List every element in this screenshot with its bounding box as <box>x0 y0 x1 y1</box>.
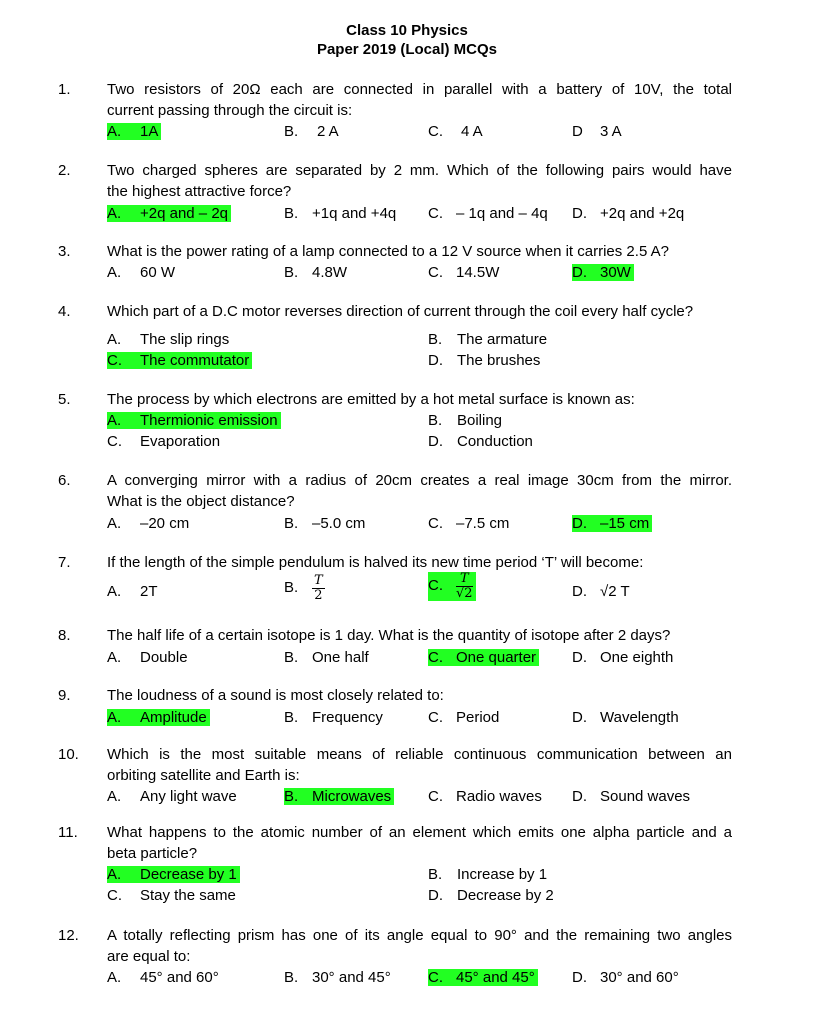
question-number: 5. <box>58 391 71 408</box>
option-a[interactable]: A. Decrease by 1 <box>107 866 240 883</box>
option-c[interactable]: C. –7.5 cm <box>428 515 510 532</box>
option-b[interactable]: B. Frequency <box>284 709 383 726</box>
option-c[interactable]: C. $\frac{T}{√2}$ <box>428 572 476 601</box>
page-subtitle: Paper 2019 (Local) MCQs <box>316 41 498 58</box>
question-text: What is the power rating of a lamp connected to a 12 V source when it carries 2.5 A? <box>107 243 669 260</box>
option-a[interactable]: A. 45° and 60° <box>107 969 219 986</box>
option-d[interactable]: D. Sound waves <box>572 788 691 805</box>
option-a[interactable]: A. The slip rings <box>107 331 230 348</box>
option-c[interactable]: C. Evaporation <box>107 433 221 450</box>
option-b[interactable]: B. 30° and 45° <box>284 969 391 986</box>
option-b[interactable]: B. 4.8W <box>284 264 348 281</box>
option-b[interactable]: B. One half <box>284 649 369 666</box>
option-b[interactable]: B. +1q and +4q <box>284 205 397 222</box>
option-a[interactable]: A. 60 W <box>107 264 176 281</box>
question-number: 1. <box>58 81 71 98</box>
question-number: 4. <box>58 303 71 320</box>
page-title: Class 10 Physics <box>346 22 468 39</box>
question-text: Which is the most suitable means of reliable continuous communication between an <box>107 746 732 763</box>
option-d[interactable]: D. 30° and 60° <box>572 969 679 986</box>
question-text: current passing through the circuit is: <box>107 102 353 119</box>
option-a[interactable]: A. Thermionic emission <box>107 412 281 429</box>
question-text: Which part of a D.C motor reverses direction of current through the coil every half cycle? <box>107 303 694 320</box>
question-text: If the length of the simple pendulum is halved its new time period ‘T’ will become: <box>107 554 644 571</box>
option-c[interactable]: C. Period <box>428 709 500 726</box>
option-b[interactable]: B. –5.0 cm <box>284 515 366 532</box>
question-number: 12. <box>58 927 79 944</box>
question-text: A totally reflecting prism has one of its angle equal to 90° and the remaining two angles <box>107 927 732 944</box>
option-a[interactable]: A. –20 cm <box>107 515 190 532</box>
option-c[interactable]: C. – 1q and – 4q <box>428 205 548 222</box>
question-text: The process by which electrons are emitted by a hot metal surface is known as: <box>107 391 635 408</box>
option-b[interactable]: B. The armature <box>428 331 548 348</box>
option-b[interactable]: B. Microwaves <box>284 788 394 805</box>
option-a[interactable]: A. Amplitude <box>107 709 210 726</box>
option-d[interactable]: D. Wavelength <box>572 709 679 726</box>
option-b[interactable]: B. Increase by 1 <box>428 866 548 883</box>
question-number: 2. <box>58 162 71 179</box>
fraction: $\frac{T}{2}$ <box>314 573 323 603</box>
question-text: The half life of a certain isotope is 1 day. What is the quantity of isotope after 2 days? <box>107 627 671 644</box>
question-number: 10. <box>58 746 79 763</box>
option-a[interactable]: A. 2T <box>107 583 158 600</box>
question-text: A converging mirror with a radius of 20cm creates a real image 30cm from the mirror. <box>107 472 732 489</box>
question-text: orbiting satellite and Earth is: <box>107 767 300 784</box>
question-text: Two resistors of 20Ω each are connected in parallel with a battery of 10V, the total <box>107 81 732 98</box>
question-number: 3. <box>58 243 71 260</box>
question-text: The loudness of a sound is most closely related to: <box>107 687 444 704</box>
option-c[interactable]: C. 4 A <box>428 123 483 140</box>
option-b[interactable]: B. 2 A <box>284 123 339 140</box>
option-c[interactable]: C. Stay the same <box>107 887 236 904</box>
option-d[interactable]: D. +2q and +2q <box>572 205 685 222</box>
question-text: are equal to: <box>107 948 191 965</box>
option-c[interactable]: C. Radio waves <box>428 788 542 805</box>
fraction: $\frac{T}{√2}$ <box>456 571 473 601</box>
option-d[interactable]: D. –15 cm <box>572 515 652 532</box>
option-a[interactable]: A. Double <box>107 649 188 666</box>
option-c[interactable]: C. One quarter <box>428 649 539 666</box>
question-number: 8. <box>58 627 71 644</box>
question-number: 6. <box>58 472 71 489</box>
option-c[interactable]: C. 14.5W <box>428 264 500 281</box>
option-a[interactable]: A. 1A <box>107 123 161 140</box>
option-c[interactable]: C. The commutator <box>107 352 252 369</box>
option-a[interactable]: A. +2q and – 2q <box>107 205 231 222</box>
question-text: beta particle? <box>107 845 198 862</box>
option-c[interactable]: C. 45° and 45° <box>428 969 538 986</box>
option-d[interactable]: D. 30W <box>572 264 634 281</box>
question-number: 11. <box>58 824 78 841</box>
option-d[interactable]: D. One eighth <box>572 649 674 666</box>
question-number: 7. <box>58 554 71 571</box>
option-b[interactable]: B. $\frac{T}{2}$ <box>284 573 323 603</box>
option-d[interactable]: D. The brushes <box>428 352 541 369</box>
question-text: What happens to the atomic number of an element which emits one alpha particle and a <box>107 824 732 841</box>
question-text: What is the object distance? <box>107 493 295 510</box>
option-d[interactable]: D 3 A <box>572 123 622 140</box>
option-b[interactable]: B. Boiling <box>428 412 503 429</box>
question-text: Two charged spheres are separated by 2 mm. Which of the following pairs would have <box>107 162 732 179</box>
option-a[interactable]: A. Any light wave <box>107 788 237 805</box>
question-text: the highest attractive force? <box>107 183 292 200</box>
option-d[interactable]: D. Conduction <box>428 433 533 450</box>
option-d[interactable]: D. Decrease by 2 <box>428 887 554 904</box>
question-number: 9. <box>58 687 71 704</box>
option-d[interactable]: D. √2 T <box>572 583 630 600</box>
